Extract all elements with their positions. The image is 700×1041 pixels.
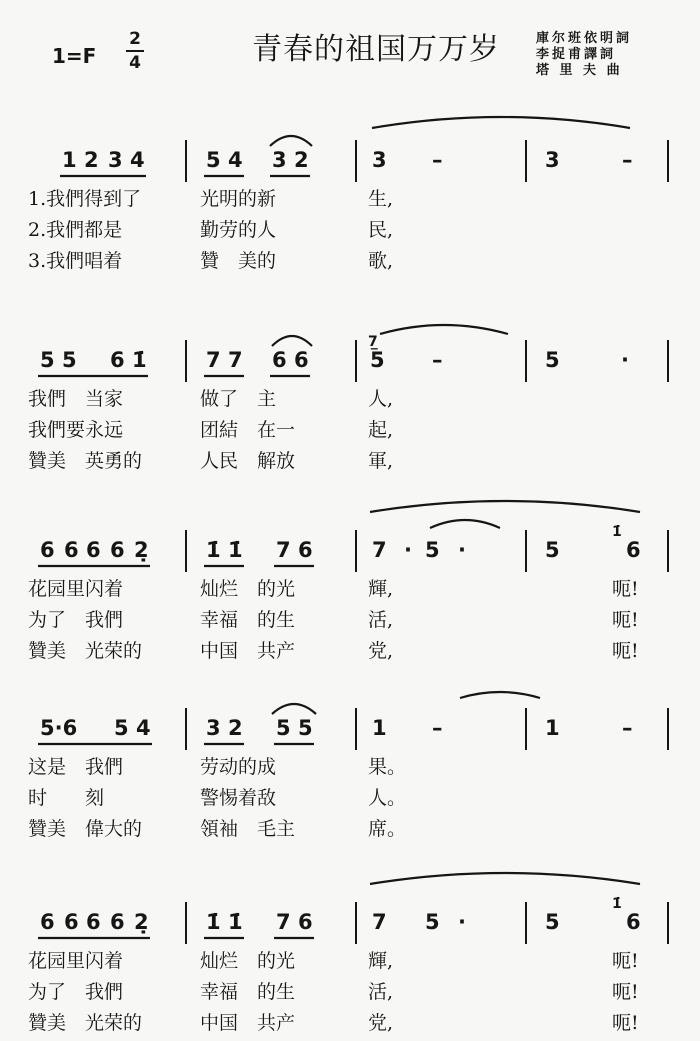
lyric-text: 时 刻 (28, 787, 105, 809)
jianpu-note: 3 (206, 716, 221, 740)
jianpu-note: 5 (545, 910, 560, 934)
lyric-text: 人民 解放 (200, 450, 296, 472)
jianpu-note: 4 (136, 716, 151, 740)
lyric-text: 歌, (368, 250, 394, 272)
jianpu-note: – (432, 716, 443, 740)
jianpu-note: 5 (370, 348, 385, 372)
jianpu-note: 5 (206, 148, 221, 172)
jianpu-note: 6 (298, 910, 313, 934)
jianpu-note: 3 (272, 148, 287, 172)
tie (460, 692, 540, 698)
jianpu-note: 7 (206, 348, 221, 372)
lyric-text: 花园里闪着 (28, 950, 124, 972)
jianpu-note: 2 (84, 148, 99, 172)
credit-lyricist: 庫尔班依明詞 (536, 31, 633, 46)
grace-note: 1̇ (612, 896, 622, 912)
lyric-text: 中国 共产 (200, 1012, 296, 1034)
jianpu-note: 1 (545, 716, 560, 740)
jianpu-note: 5 (40, 348, 55, 372)
lyric-text: 民, (368, 219, 394, 241)
lyric-text: 光明的新 (200, 188, 277, 210)
slur (430, 520, 500, 528)
jianpu-note: · (621, 348, 629, 372)
lyric-text: 活, (368, 981, 394, 1003)
jianpu-note: 6 (294, 348, 309, 372)
tie (370, 873, 640, 884)
lyric-text: 灿烂 的光 (200, 578, 296, 600)
lyric-text: 軍, (368, 450, 394, 472)
slur (272, 704, 316, 714)
jianpu-note: – (432, 348, 443, 372)
lyric-text: 果。 (368, 756, 407, 778)
jianpu-note: 7 (276, 910, 291, 934)
lyric-text: 勤劳的人 (200, 219, 277, 241)
lyric-text: 呃! (612, 640, 639, 662)
lyric-text: 呃! (612, 1012, 639, 1034)
jianpu-note: 2̣ (134, 910, 149, 934)
lyric-text: 生, (368, 188, 394, 210)
jianpu-note: · (458, 538, 466, 562)
jianpu-note: 6 (272, 348, 287, 372)
jianpu-note: 5 (545, 348, 560, 372)
lyric-text: 3.我們唱着 (28, 250, 123, 272)
lyric-text: 贊美 光荣的 (28, 1012, 143, 1034)
lyric-text: 警惕着敌 (200, 787, 277, 809)
jianpu-note: 4 (228, 148, 243, 172)
lyric-text: 呃! (612, 950, 639, 972)
jianpu-note: 7 (276, 538, 291, 562)
jianpu-note: 3 (372, 148, 387, 172)
jianpu-note: 2 (228, 716, 243, 740)
jianpu-note: 2̣ (134, 538, 149, 562)
lyric-text: 贊美 英勇的 (28, 450, 143, 472)
jianpu-note: 7 (372, 910, 387, 934)
jianpu-note: 6 (626, 538, 641, 562)
lyric-text: 幸福 的生 (200, 609, 296, 631)
jianpu-note: 1̇ (228, 538, 243, 562)
song-title: 青春的祖国万万岁 (252, 32, 500, 67)
lyric-text: 做了 主 (200, 388, 277, 410)
jianpu-note: 6 (110, 910, 125, 934)
jianpu-note: 3 (108, 148, 123, 172)
time-signature-top: 2 (129, 29, 141, 49)
lyric-text: 活, (368, 609, 394, 631)
jianpu-note: 5 (62, 348, 77, 372)
lyric-text: 为了 我們 (28, 981, 124, 1003)
jianpu-note: – (622, 716, 633, 740)
jianpu-note: · (404, 538, 412, 562)
lyric-text: 呃! (612, 981, 639, 1003)
lyric-text: 呃! (612, 609, 639, 631)
jianpu-note: 7 (372, 538, 387, 562)
jianpu-note: 5·6 (40, 716, 78, 740)
lyric-text: 呃! (612, 578, 639, 600)
lyric-text: 花园里闪着 (28, 578, 124, 600)
jianpu-note: 5 (298, 716, 313, 740)
time-signature-bottom: 4 (129, 53, 141, 73)
tie (372, 117, 630, 128)
jianpu-note: 1̇ (228, 910, 243, 934)
lyric-text: 2.我們都是 (28, 219, 123, 241)
jianpu-note: 4 (130, 148, 145, 172)
jianpu-note: · (458, 910, 466, 934)
lyric-text: 党, (368, 1012, 394, 1034)
grace-note: 7̲ (368, 334, 378, 350)
lyric-text: 人, (368, 388, 394, 410)
lyric-text: 幸福 的生 (200, 981, 296, 1003)
jianpu-note: 6 (110, 348, 125, 372)
lyric-text: 我們要永远 (28, 419, 124, 441)
jianpu-note: 3 (545, 148, 560, 172)
jianpu-note: 6 (86, 538, 101, 562)
credit-translator: 李捉甫譯詞 (536, 47, 617, 62)
jianpu-note: 6 (64, 910, 79, 934)
lyric-text: 輝, (368, 950, 394, 972)
lyric-text: 这是 我們 (28, 756, 124, 778)
lyric-text: 贊美 偉大的 (28, 818, 143, 840)
credit-composer: 塔 里 夫 曲 (536, 63, 623, 78)
jianpu-note: – (432, 148, 443, 172)
jianpu-note: 2 (294, 148, 309, 172)
jianpu-note: 1 (62, 148, 77, 172)
key-signature: 1=F (52, 44, 97, 68)
jianpu-note: 5 (425, 538, 440, 562)
jianpu-note: 5 (114, 716, 129, 740)
lyric-text: 我們 当家 (28, 388, 124, 410)
jianpu-note: 1̇ (206, 910, 221, 934)
lyric-text: 贊美 光荣的 (28, 640, 143, 662)
lyric-text: 領袖 毛主 (200, 818, 296, 840)
lyric-text: 党, (368, 640, 394, 662)
jianpu-note: 7 (228, 348, 243, 372)
jianpu-note: 1 (372, 716, 387, 740)
jianpu-note: 5 (276, 716, 291, 740)
jianpu-note: 6 (64, 538, 79, 562)
lyric-text: 中国 共产 (200, 640, 296, 662)
slur (272, 336, 312, 346)
jianpu-note: 1̇ (132, 348, 147, 372)
slur (270, 136, 312, 146)
jianpu-note: 1̇ (206, 538, 221, 562)
lyric-text: 起, (368, 419, 394, 441)
lyric-text: 1.我們得到了 (28, 188, 142, 210)
lyric-text: 灿烂 的光 (200, 950, 296, 972)
lyric-text: 贊 美的 (200, 250, 277, 272)
lyric-text: 人。 (368, 787, 407, 809)
jianpu-note: – (622, 148, 633, 172)
grace-note: 1̇ (612, 524, 622, 540)
jianpu-note: 5 (425, 910, 440, 934)
lyric-text: 席。 (368, 818, 407, 840)
jianpu-note: 6 (40, 910, 55, 934)
jianpu-note: 6 (110, 538, 125, 562)
lyric-text: 为了 我們 (28, 609, 124, 631)
lyric-text: 团結 在一 (200, 419, 296, 441)
tie (370, 501, 640, 512)
jianpu-note: 6 (40, 538, 55, 562)
jianpu-note: 6 (626, 910, 641, 934)
lyric-text: 輝, (368, 578, 394, 600)
jianpu-note: 5 (545, 538, 560, 562)
tie (380, 325, 508, 334)
jianpu-note: 6 (298, 538, 313, 562)
jianpu-note: 6 (86, 910, 101, 934)
lyric-text: 劳动的成 (200, 756, 277, 778)
